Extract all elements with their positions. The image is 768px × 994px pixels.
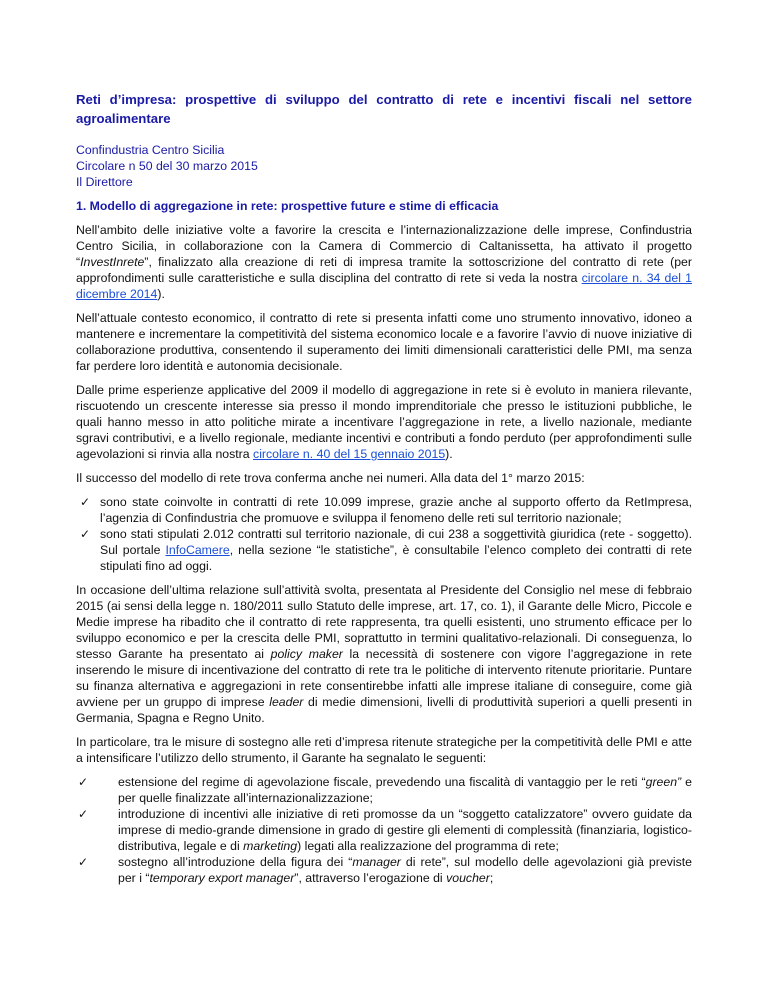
check-icon: ✓ <box>78 775 89 789</box>
text-run: ). <box>445 447 453 461</box>
numbers-list <box>76 494 692 574</box>
text-run: Nell’ambito delle iniziative volte a favorire la crescita e l’internazionalizzazione delle imprese, Confindustria Centro Sicilia, in collaborazione con la Camera di Commercio di Caltanissetta, ha attivato il progetto “ <box>76 223 692 269</box>
paragraph-context: Nell’attuale contesto economico, il contratto di rete si presenta infatti come uno strumento innovativo, idoneo a mantenere e incrementare la competitività del sistema economico locale e a favorire l’avvio di nuove iniziative di collaborazione produttiva, consentendo il superamento dei limiti dimensionali caratteristici delle PMI, ma senza far perdere loro identità e autonomia decisionale. <box>76 311 692 373</box>
paragraph-evolution <box>76 382 692 462</box>
text-run: sono stati stipulati 2.012 contratti sul territorio nazionale, di cui 238 a soggettività giuridica (rete - soggetto). Sul portale <box>100 527 692 557</box>
text-run: ”, attraverso l’erogazione di <box>294 871 447 885</box>
text-run: ) legati alla realizzazione del programma di rete; <box>297 839 559 853</box>
text-run: manager <box>352 855 401 869</box>
check-icon: ✓ <box>80 495 91 509</box>
infocamere-link[interactable]: InfoCamere <box>165 543 230 557</box>
measures-list <box>76 774 692 886</box>
text-run: policy maker <box>270 647 343 661</box>
section-heading: 1. Modello di aggregazione in rete: prospettive future e stime di efficacia <box>76 199 499 213</box>
text-run: Dalle prime esperienze applicative del 2009 il modello di aggregazione in rete si è evoluto in maniera rilevante, riscuotendo un crescente interesse sia presso il mondo imprenditoriale che presso le istituzioni pubbliche, le quali hanno messo in atto politiche mirate a incentivare l’aggregazione in rete, a livello nazionale, mediante sgravi contributivi, e a livello regionale, mediante incentivi e contributi a fondo perduto (per approfondimenti sulle agevolazioni si rinvia alla nostra <box>76 383 692 461</box>
paragraph-garante <box>76 582 692 726</box>
check-icon: ✓ <box>78 807 89 821</box>
text-run: ; <box>489 871 494 885</box>
paragraph-intro <box>76 222 692 302</box>
text-run: leader <box>269 695 304 709</box>
text-run: introduzione di incentivi alle iniziative di reti promosse da un “soggetto catalizzatore” ovvero guidate da imprese di medio-grande dimensione in grado di gestire gli elementi di complessità (finanziaria, logistico-distributiva, legale e di <box>118 807 692 853</box>
text-run: estensione del regime di agevolazione fiscale, prevedendo una fiscalità di vantaggio per le reti “ <box>118 775 646 789</box>
text-run: green” <box>645 775 682 789</box>
paragraph-measures: In particolare, tra le misure di sostegno alle reti d’impresa ritenute strategiche per la competitività delle PMI e atte a intensificare l’utilizzo dello strumento, il Garante ha segnalato le seguenti: <box>76 735 692 765</box>
list-item <box>76 494 692 526</box>
text-run: la necessità di sostenere con vigore l’aggregazione in rete inserendo le misure di incentivazione del contratto di rete tra le politiche di intervento ritenute prioritarie. Puntare su finanza alternativa e aggregazioni in rete consentirebbe infatti alle imprese italiane di conseguire, come già avviene per un gruppo di imprese <box>76 647 692 709</box>
text-run: In occasione dell’ultima relazione sull’attività svolta, presentata al Presidente del Consiglio nel mese di febbraio 2015 (ai sensi della legge n. 180/2011 sullo Statuto delle imprese, art. 17, co. 1), il Garante delle Micro, Piccole e Medie imprese ha ribadito che il contratto di rete rappresenta, tra quelli esistenti, uno strumento efficace per lo sviluppo economico e per la crescita delle PMI, soprattutto in termini qualitativo-relazionali. Di conseguenza, lo stesso Garante ha presentato ai <box>76 583 692 661</box>
circular-40-link[interactable]: circolare n. 40 del 15 gennaio 2015 <box>253 447 446 461</box>
author: Il Direttore <box>76 175 133 189</box>
paragraph-numbers: Il successo del modello di rete trova conferma anche nei numeri. Alla data del 1° marzo 2015: <box>76 471 585 485</box>
text-run: sostegno all’introduzione della figura dei “ <box>118 855 353 869</box>
circular-number: Circolare n 50 del 30 marzo 2015 <box>76 159 258 173</box>
check-icon: ✓ <box>80 527 91 541</box>
document-title: Reti d’impresa: prospettive di sviluppo del contratto di rete e incentivi fiscali nel settore agroalimentare <box>76 92 692 126</box>
org-name: Confindustria Centro Sicilia <box>76 143 225 157</box>
text-run: di medie dimensioni, livelli di produttività superiori a quelli presenti in Germania, Spagna e Regno Unito. <box>76 695 692 725</box>
list-item <box>76 806 692 854</box>
list-item <box>76 774 692 806</box>
document-body <box>76 90 692 894</box>
project-name: InvestInrete <box>80 255 145 269</box>
text-run: ). <box>157 287 165 301</box>
text-run: di rete”, sul modello delle agevolazioni già previste per i “ <box>118 855 692 885</box>
text-run: voucher <box>446 871 490 885</box>
check-icon: ✓ <box>78 855 89 869</box>
text-run: marketing <box>243 839 298 853</box>
text-run: temporary export manager <box>149 871 295 885</box>
text-run: ”, finalizzato alla creazione di reti di impresa tramite la sottoscrizione del contratto di rete (per approfondimenti sulle caratteristiche e sulla disciplina del contratto di rete si veda la nostra <box>76 255 692 285</box>
list-item <box>76 854 692 886</box>
circular-34-link[interactable]: circolare n. 34 del 1 dicembre 2014 <box>76 271 692 301</box>
text-run: sono state coinvolte in contratti di rete 10.099 imprese, grazie anche al supporto offerto da RetImpresa, l’agenzia di Confindustria che promuove e sviluppa il fenomeno delle reti sul territorio nazionale; <box>100 495 692 525</box>
list-item <box>76 526 692 574</box>
document-meta <box>76 142 692 190</box>
text-run: , nella sezione “le statistiche”, è consultabile l’elenco completo dei contratti di rete stipulati fino ad oggi. <box>100 543 692 573</box>
text-run: e per quelle finalizzate all’internazionalizzazione; <box>118 775 692 805</box>
